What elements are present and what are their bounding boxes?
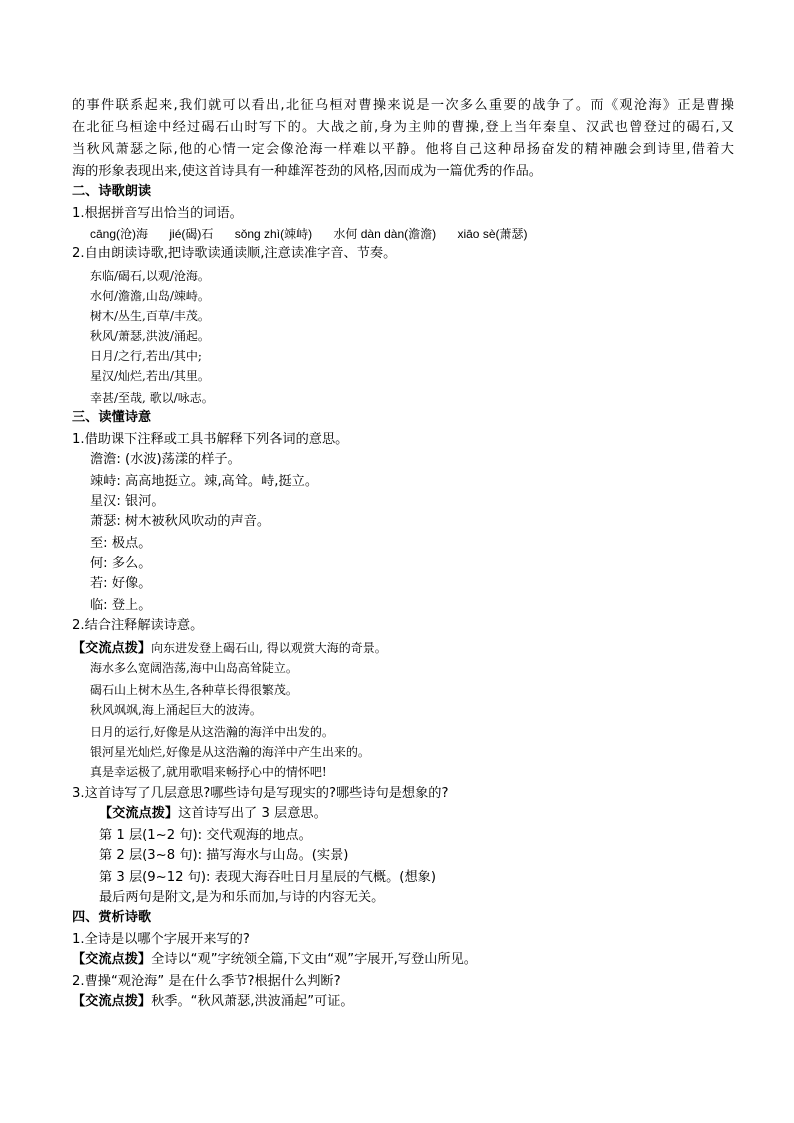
word-definition: 临: 登上。: [90, 598, 152, 613]
pinyin-item: cāng(沧)海: [90, 227, 149, 241]
answer-line: [72, 992, 354, 1012]
interpretation-line: 秋风飒飒,海上涌起巨大的波涛。: [90, 703, 262, 717]
interpretation-line: 海水多么宽阔浩荡,海中山岛高耸陡立。: [90, 661, 298, 675]
poem-line: 幸甚/至哉, 歌以/咏志。: [90, 391, 214, 405]
word-definition: 若: 好像。: [90, 576, 152, 591]
question: 3.这首诗写了几层意思?哪些诗句是写现实的?哪些诗句是想象的?: [72, 786, 449, 801]
pinyin-row: [90, 224, 527, 244]
interpretation-line: 碣石山上树木丛生,各种草长得很繁茂。: [90, 683, 298, 697]
word-definition: 竦峙: 高高地挺立。竦,高耸。峙,挺立。: [90, 474, 319, 489]
answer-tag: 【交流点拨】: [72, 641, 152, 656]
question: 2.自由朗读诗歌,把诗歌读通读顺,注意读准字音、节奏。: [72, 246, 397, 261]
interpretation-line: 真是幸运极了,就用歌唱来畅抒心中的情怀吧!: [90, 765, 327, 779]
answer-line: [72, 638, 387, 659]
poem-line: 树木/丛生,百草/丰茂。: [90, 309, 210, 323]
answer-text: 这首诗写出了 3 层意思。: [178, 806, 327, 821]
poem-line: 星汉/灿烂,若出/其里。: [90, 369, 210, 383]
question: 1.全诗是以哪个字展开来写的?: [72, 932, 250, 947]
word-definition: 何: 多么。: [90, 556, 152, 571]
question: 1.根据拼音写出恰当的词语。: [72, 206, 243, 221]
answer-line: [99, 804, 327, 824]
poem-line: 东临/碣石,以观/沧海。: [90, 269, 210, 283]
pinyin-item: 水何 dàn dàn(澹澹): [333, 227, 437, 241]
section-heading: 四、赏析诗歌: [72, 910, 152, 925]
word-definition: 至: 极点。: [90, 536, 152, 551]
layer-line: 第 3 层(9~12 句): 表现大海吞吐日月星辰的气概。(想象): [99, 870, 436, 885]
intro-line: 在北征乌桓途中经过碣石山时写下的。大战之前,身为主帅的曹操,登上当年秦皇、汉武也曾登过的碣石,又: [72, 120, 734, 135]
interpretation-line: 日月的运行,好像是从这浩瀚的海洋中出发的。: [90, 725, 334, 739]
section-heading: 二、诗歌朗读: [72, 184, 152, 199]
pinyin-item: xiāo sè(萧瑟): [457, 227, 528, 241]
layer-line: 最后两句是附文,是为和乐而加,与诗的内容无关。: [99, 890, 385, 905]
answer-tag: 【交流点拨】: [72, 994, 152, 1009]
section-heading: 三、读懂诗意: [72, 410, 152, 425]
answer-text: 全诗以“观”字统领全篇,下文由“观”字展开,写登山所见。: [151, 952, 477, 967]
interpretation-line: 向东进发登上碣石山, 得以观赏大海的奇景。: [151, 641, 387, 655]
question: 2.曹操“观沧海” 是在什么季节?根据什么判断?: [72, 974, 341, 989]
question: 1.借助课下注释或工具书解释下列各词的意思。: [72, 432, 349, 447]
layer-line: 第 1 层(1~2 句): 交代观海的地点。: [99, 828, 312, 843]
poem-line: 秋风/萧瑟,洪波/涌起。: [90, 329, 210, 343]
layer-line: 第 2 层(3~8 句): 描写海水与山岛。(实景): [99, 848, 349, 863]
word-definition: 星汉: 银河。: [90, 494, 165, 509]
word-definition: 萧瑟: 树木被秋风吹动的声音。: [90, 514, 271, 529]
intro-line: 的事件联系起来,我们就可以看出,北征乌桓对曹操来说是一次多么重要的战争了。而《观沧海》正是曹操: [72, 98, 734, 113]
answer-tag: 【交流点拨】: [99, 806, 179, 821]
pinyin-item: jié(碣)石: [169, 227, 214, 241]
interpretation-line: 银河星光灿烂,好像是从这浩瀚的海洋中产生出来的。: [90, 745, 370, 759]
answer-line: [72, 950, 477, 970]
question: 2.结合注释解读诗意。: [72, 618, 204, 633]
poem-line: 水何/澹澹,山岛/竦峙。: [90, 289, 210, 303]
intro-line: 海的形象表现出来,使这首诗具有一种雄浑苍劲的风格,因而成为一篇优秀的作品。: [72, 164, 542, 179]
answer-tag: 【交流点拨】: [72, 952, 152, 967]
answer-text: 秋季。“秋风萧瑟,洪波涌起”可证。: [151, 994, 354, 1009]
pinyin-item: sǒng zhì(竦峙): [234, 227, 313, 241]
poem-line: 日月/之行,若出/其中;: [90, 349, 202, 363]
intro-line: 当秋风萧瑟之际,他的心情一定会像沧海一样难以平静。他将自己这种昂扬奋发的精神融会到诗里,借着大: [72, 142, 734, 157]
word-definition: 澹澹: (水波)荡漾的样子。: [90, 452, 241, 467]
